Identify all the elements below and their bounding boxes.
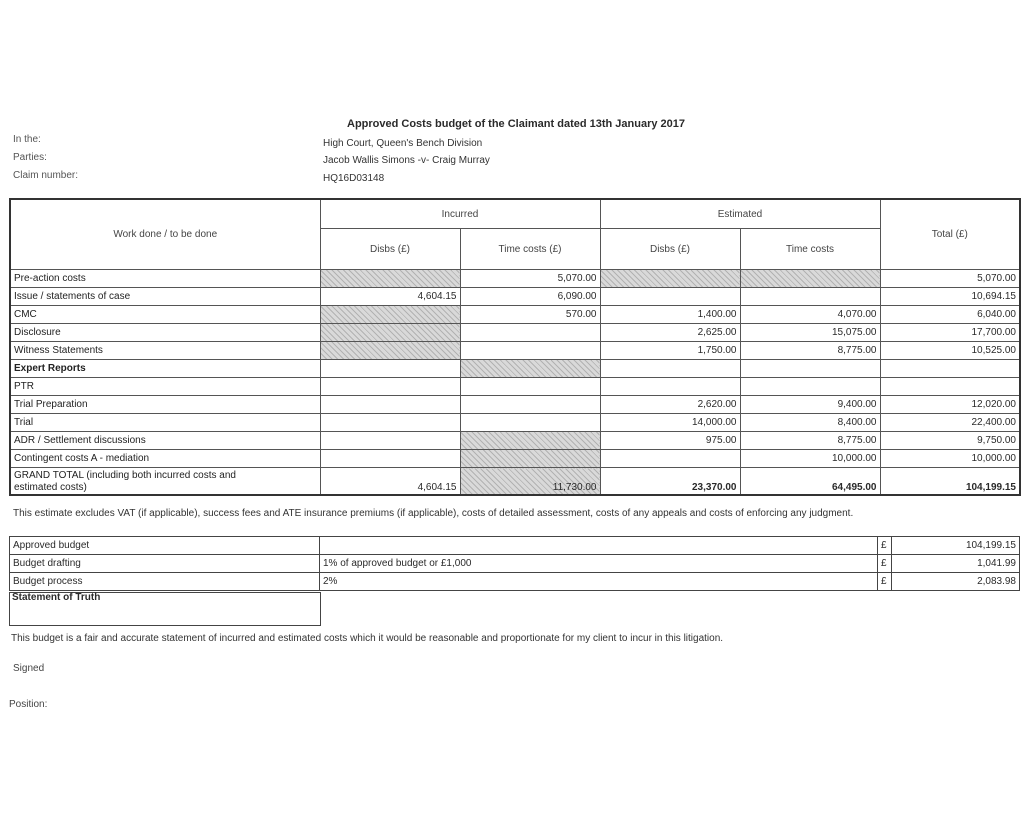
table-header-row (10, 199, 1020, 229)
estimated-disbs-cell: 2,620.00 (600, 396, 740, 414)
estimated-disbs-cell (600, 378, 740, 396)
incurred-disbs-cell (320, 342, 460, 360)
estimated-disbs-cell: 1,750.00 (600, 342, 740, 360)
estimated-header: Estimated (600, 199, 880, 229)
incurred-time-cell (460, 396, 600, 414)
row-label: PTR (10, 378, 320, 396)
estimated-time-header: Time costs (740, 229, 880, 270)
estimated-disbs-cell (600, 450, 740, 468)
total-cell: 12,020.00 (880, 396, 1020, 414)
row-label: Expert Reports (10, 360, 320, 378)
row-label: Disclosure (10, 324, 320, 342)
table-row (10, 414, 1020, 432)
total-cell: 10,694.15 (880, 288, 1020, 306)
vat-exclusion-note: This estimate excludes VAT (if applicable), success fees and ATE insurance premiums (if applicable), costs of detailed assessment, costs of any appeals and costs of enforcing any judgment. (13, 508, 854, 519)
approved-amount: 2,083.98 (892, 573, 1020, 591)
signed-label: Signed (13, 663, 45, 674)
parties-label: Parties: (13, 152, 47, 163)
estimated-time-cell (740, 360, 880, 378)
grand-total-incurred-time: 11,730.00 (460, 468, 600, 496)
approved-label: Budget drafting (10, 555, 320, 573)
grand-total-label (10, 468, 320, 496)
approved-row (10, 555, 1020, 573)
estimated-disbs-cell: 2,625.00 (600, 324, 740, 342)
estimated-time-cell (740, 288, 880, 306)
incurred-time-cell (460, 432, 600, 450)
table-row (10, 270, 1020, 288)
incurred-disbs-cell (320, 360, 460, 378)
estimated-time-cell: 8,775.00 (740, 342, 880, 360)
incurred-time-cell: 570.00 (460, 306, 600, 324)
incurred-disbs-cell (320, 306, 460, 324)
table-row (10, 396, 1020, 414)
estimated-time-cell (740, 270, 880, 288)
total-cell: 6,040.00 (880, 306, 1020, 324)
position-label: Position: (9, 699, 48, 710)
incurred-disbs-cell: 4,604.15 (320, 288, 460, 306)
estimated-disbs-cell (600, 270, 740, 288)
total-cell (880, 378, 1020, 396)
incurred-time-cell (460, 342, 600, 360)
table-row (10, 288, 1020, 306)
approved-currency: £ (878, 555, 892, 573)
incurred-time-cell (460, 378, 600, 396)
estimated-time-cell: 10,000.00 (740, 450, 880, 468)
grand-total-label-line2: estimated costs) (14, 482, 87, 493)
total-cell: 17,700.00 (880, 324, 1020, 342)
row-label: Issue / statements of case (10, 288, 320, 306)
incurred-time-cell: 6,090.00 (460, 288, 600, 306)
grand-total-estimated-time: 64,495.00 (740, 468, 880, 496)
table-row (10, 342, 1020, 360)
estimated-disbs-cell: 14,000.00 (600, 414, 740, 432)
total-cell: 22,400.00 (880, 414, 1020, 432)
estimated-time-cell: 9,400.00 (740, 396, 880, 414)
estimated-disbs-cell (600, 288, 740, 306)
estimated-time-cell: 4,070.00 (740, 306, 880, 324)
statement-of-truth-heading: Statement of Truth (12, 592, 101, 603)
court-label: In the: (13, 134, 41, 145)
total-cell: 9,750.00 (880, 432, 1020, 450)
table-row (10, 432, 1020, 450)
row-label: Trial (10, 414, 320, 432)
estimated-time-cell (740, 378, 880, 396)
work-done-header: Work done / to be done (10, 199, 320, 270)
incurred-time-header: Time costs (£) (460, 229, 600, 270)
approved-budget-table (9, 536, 1020, 591)
incurred-time-cell: 5,070.00 (460, 270, 600, 288)
grand-total-incurred-disbs: 4,604.15 (320, 468, 460, 496)
approved-desc: 1% of approved budget or £1,000 (320, 555, 878, 573)
claim-number-value: HQ16D03148 (323, 173, 385, 184)
approved-desc (320, 537, 878, 555)
incurred-time-cell (460, 360, 600, 378)
incurred-disbs-cell (320, 324, 460, 342)
claim-number-label: Claim number: (13, 170, 79, 181)
total-cell: 10,000.00 (880, 450, 1020, 468)
estimated-disbs-cell: 975.00 (600, 432, 740, 450)
grand-total-estimated-disbs: 23,370.00 (600, 468, 740, 496)
court-value: High Court, Queen's Bench Division (323, 138, 483, 149)
grand-total-overall: 104,199.15 (880, 468, 1020, 496)
incurred-time-cell (460, 324, 600, 342)
row-label: CMC (10, 306, 320, 324)
table-row (10, 450, 1020, 468)
total-cell: 5,070.00 (880, 270, 1020, 288)
grand-total-label-line1: GRAND TOTAL (including both incurred costs and (14, 470, 236, 481)
incurred-time-cell (460, 450, 600, 468)
total-header: Total (£) (880, 199, 1020, 270)
estimated-time-cell: 8,775.00 (740, 432, 880, 450)
approved-row (10, 537, 1020, 555)
statement-of-truth-text: This budget is a fair and accurate statement of incurred and estimated costs which it would be reasonable and proportionate for my client to incur in this litigation. (11, 633, 724, 644)
incurred-disbs-header: Disbs (£) (320, 229, 460, 270)
table-row (10, 324, 1020, 342)
costs-budget-table (9, 198, 1021, 496)
row-label: Pre-action costs (10, 270, 320, 288)
estimated-disbs-header: Disbs (£) (600, 229, 740, 270)
document-title: Approved Costs budget of the Claimant dated 13th January 2017 (347, 118, 686, 130)
row-label: Contingent costs A - mediation (10, 450, 320, 468)
incurred-disbs-cell (320, 414, 460, 432)
approved-amount: 104,199.15 (892, 537, 1020, 555)
estimated-time-cell: 15,075.00 (740, 324, 880, 342)
row-label: ADR / Settlement discussions (10, 432, 320, 450)
parties-value: Jacob Wallis Simons -v- Craig Murray (323, 155, 490, 166)
total-cell: 10,525.00 (880, 342, 1020, 360)
incurred-disbs-cell (320, 432, 460, 450)
total-cell (880, 360, 1020, 378)
table-row (10, 306, 1020, 324)
row-label: Witness Statements (10, 342, 320, 360)
incurred-header: Incurred (320, 199, 600, 229)
approved-label: Approved budget (10, 537, 320, 555)
table-row (10, 360, 1020, 378)
estimated-time-cell: 8,400.00 (740, 414, 880, 432)
estimated-disbs-cell (600, 360, 740, 378)
incurred-disbs-cell (320, 396, 460, 414)
approved-desc: 2% (320, 573, 878, 591)
incurred-time-cell (460, 414, 600, 432)
incurred-disbs-cell (320, 270, 460, 288)
approved-row (10, 573, 1020, 591)
table-row (10, 378, 1020, 396)
approved-currency: £ (878, 573, 892, 591)
approved-currency: £ (878, 537, 892, 555)
approved-label: Budget process (10, 573, 320, 591)
row-label: Trial Preparation (10, 396, 320, 414)
approved-amount: 1,041.99 (892, 555, 1020, 573)
estimated-disbs-cell: 1,400.00 (600, 306, 740, 324)
grand-total-row (10, 468, 1020, 496)
incurred-disbs-cell (320, 450, 460, 468)
incurred-disbs-cell (320, 378, 460, 396)
